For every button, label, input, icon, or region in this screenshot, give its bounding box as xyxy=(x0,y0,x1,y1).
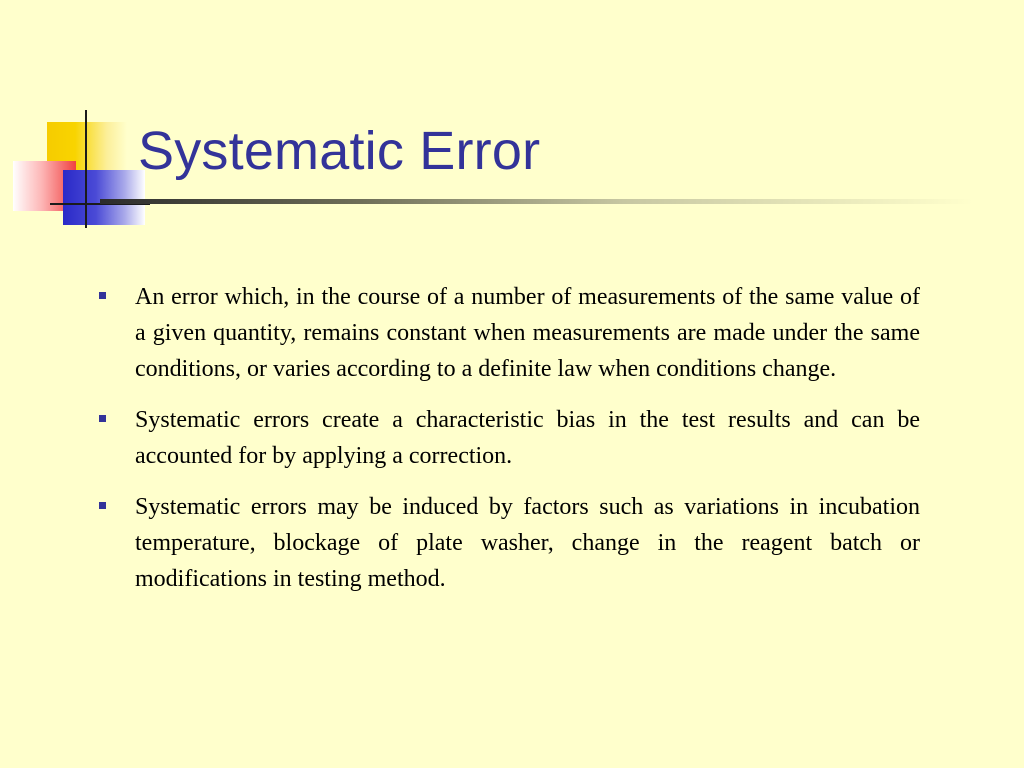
title-underline-rule xyxy=(100,199,973,204)
square-bullet-icon xyxy=(99,415,106,422)
square-bullet-icon xyxy=(99,502,106,509)
bullet-item xyxy=(96,279,920,387)
bullet-text: Systematic errors may be induced by factors such as variations in incubation temperature, blockage of plate washer, change in the reagent batch or modifications in testing method. xyxy=(135,494,920,592)
bullet-text: Systematic errors create a characteristic bias in the test results and can be accounted for by applying a correction. xyxy=(135,407,920,469)
slide-title: Systematic Error xyxy=(138,121,541,181)
blue-square-decoration xyxy=(63,170,145,225)
vertical-line-decoration xyxy=(85,110,87,228)
bullet-item xyxy=(96,402,920,474)
square-bullet-icon xyxy=(99,292,106,299)
bullet-text: An error which, in the course of a number of measurements of the same value of a given quantity, remains constant when measurements are made under the same conditions, or varies according to a definite law when conditions change. xyxy=(135,284,920,382)
bullet-list xyxy=(96,279,920,612)
decorative-logo xyxy=(0,0,150,240)
bullet-item xyxy=(96,489,920,597)
